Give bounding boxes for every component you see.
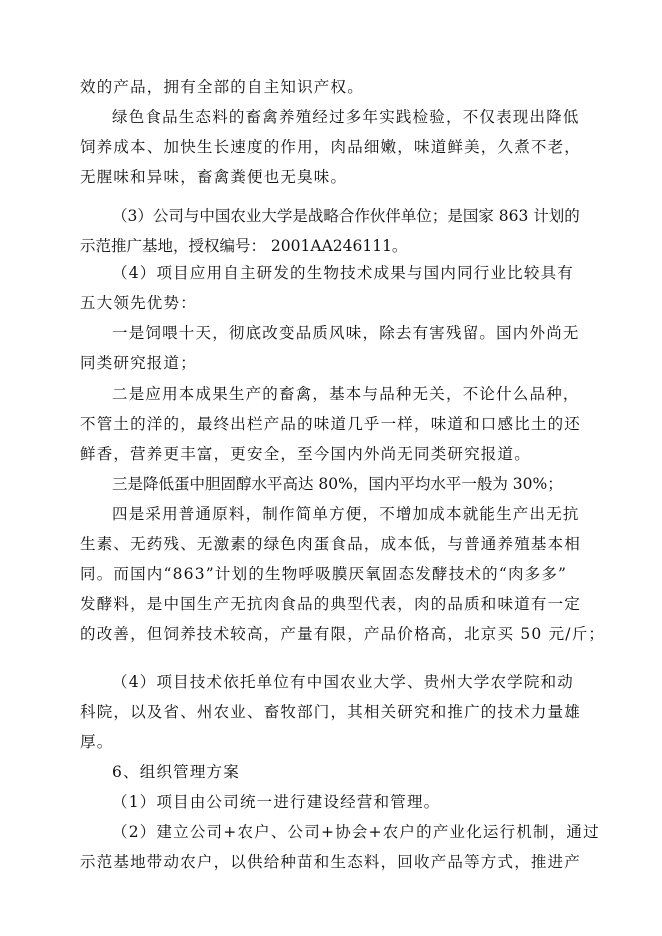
text-line: （1）项目由公司统一进行建设经营和管理。 (112, 793, 441, 811)
text-line: 的改善，但饲养技术较高，产量有限，产品价格高，北京买 50 元/斤； (80, 625, 606, 643)
text-line: 发酵料，是中国生产无抗肉食品的典型代表，肉的品质和味道有一定 (80, 595, 582, 613)
text-line: 生素、无药残、无激素的绿色肉蛋食品，成本低，与普通养殖基本相 (80, 535, 582, 553)
text-line: 效的产品，拥有全部的自主知识产权。 (80, 78, 364, 96)
text-line: （2）建立公司+农户、公司+协会+农户的产业化运行机制，通过 (112, 823, 600, 841)
text-line: 无腥味和异味，畜禽粪便也无臭味。 (80, 168, 348, 186)
text-line: 三是降低蛋中胆固醇水平高达 80%，国内平均水平一般为 30%； (112, 475, 563, 493)
section-heading: 6、组织管理方案 (112, 763, 240, 781)
text-line: （3）公司与中国农业大学是战略合作伙伴单位；是国家 863 计划的 (112, 207, 580, 225)
text-line: 四是采用普通原料，制作简单方便，不增加成本就能生产出无抗 (112, 505, 580, 523)
text-line: 绿色食品生态料的畜禽养殖经过多年实践检验，不仅表现出降低 (112, 108, 580, 126)
text-line: 一是饲喂十天，彻底改变品质风味，除去有害残留。国内外尚无 (112, 324, 580, 342)
text-line: 厚。 (80, 733, 114, 751)
text-line: 同类研究报道； (80, 354, 197, 372)
text-line: 不管土的洋的，最终出栏产品的味道几乎一样，味道和口感比土的还 (80, 415, 582, 433)
text-line: 科院，以及省、州农业、畜牧部门，其相关研究和推广的技术力量雄 (80, 703, 582, 721)
text-line: （4）项目技术依托单位有中国农业大学、贵州大学农学院和动 (112, 673, 574, 691)
text-line: 示范基地带动农户，以供给种苗和生态料，回收产品等方式，推进产 (80, 853, 582, 871)
text-line: 示范推广基地，授权编号： 2001AA246111。 (80, 237, 408, 255)
text-line: 饲养成本、加快生长速度的作用，肉品细嫩，味道鲜美，久煮不老， (80, 138, 582, 156)
text-line: 二是应用本成果生产的畜禽，基本与品种无关，不论什么品种， (112, 385, 580, 403)
text-line: （4）项目应用自主研发的生物技术成果与国内同行业比较具有 (112, 264, 574, 282)
text-line: 五大领先优势： (80, 294, 197, 312)
text-line: 同。而国内“863”计划的生物呼吸膜厌氧固态发酵技术的“肉多多” (80, 565, 568, 583)
text-line: 鲜香，营养更丰富，更安全，至今国内外尚无同类研究报道。 (80, 445, 531, 463)
